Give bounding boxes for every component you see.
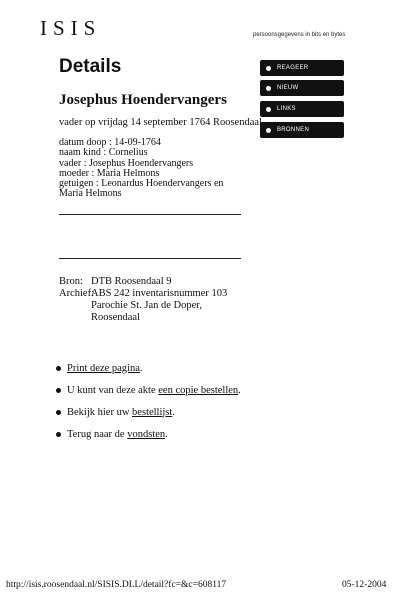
link-prefix: U kunt van deze akte [67,384,159,396]
nav-label: REAGEER [277,65,309,71]
link-suffix: . [139,362,143,374]
link-suffix: . [165,428,168,440]
archief-value: ABS 242 inventarisnummer 103 [91,288,228,299]
order-copy-link[interactable]: een copie bestellen [158,384,239,396]
bullet-icon [56,410,61,415]
footer-url: http://isis.roosendaal.nl/SISIS.DLL/detail?fc=&c=608117 [6,580,227,590]
link-suffix: . [172,406,175,418]
nav-label: LINKS [277,106,296,112]
bullet-icon [56,432,61,437]
list-item [56,401,241,423]
order-list-link[interactable]: bestellijst [132,406,173,418]
bullet-icon [56,388,61,393]
site-tagline: persoonsgegevens in bits en bytes [253,32,346,38]
nav-label: NIEUW [277,85,299,91]
person-name: Josephus Hoendervangers [59,92,227,108]
link-prefix: Terug naar de [67,428,128,440]
divider [59,258,241,259]
bullet-icon [266,86,271,91]
list-item [56,357,241,379]
nav-label: BRONNEN [277,127,310,133]
divider [59,214,241,215]
action-links [56,357,241,445]
list-item [56,379,241,401]
bullet-icon [266,107,271,112]
link-suffix: . [238,384,241,396]
back-to-results-link[interactable]: vondsten [127,428,166,440]
bullet-icon [56,366,61,371]
event-line: vader op vrijdag 14 september 1764 Roosendaal [59,117,262,128]
nav-bronnen-button[interactable] [260,122,344,138]
fact-line: getuigen : Leonardus Hoendervangers en Maria Helmons [59,178,224,200]
bullet-icon [266,66,271,71]
archief-value: Parochie St. Jan de Doper, [91,300,202,311]
bullet-icon [266,128,271,133]
print-page-link[interactable]: Print deze pagina [67,362,140,374]
page-title: Details [59,56,122,77]
bron-label: Bron: [59,276,83,287]
source-block [59,276,227,324]
nav-reageer-button[interactable] [260,60,344,76]
baptism-facts [59,138,249,200]
fact-line: naam kind : Cornelius [59,147,148,159]
isis-logo: ISIS [40,16,102,40]
fact-line: vader : Josephus Hoendervangers [59,157,194,169]
fact-line: datum doop : 14-09-1764 [59,137,161,148]
archief-value: Roosendaal [91,312,140,323]
footer-date: 05-12-2004 [342,580,387,590]
bron-value: DTB Roosendaal 9 [91,276,172,287]
link-prefix: Bekijk hier uw [67,406,133,418]
nav-nieuw-button[interactable] [260,80,344,96]
list-item [56,423,241,445]
archief-label: Archief: [59,288,94,299]
nav-links-button[interactable] [260,101,344,117]
fact-line: moeder : Maria Helmons [59,167,160,179]
